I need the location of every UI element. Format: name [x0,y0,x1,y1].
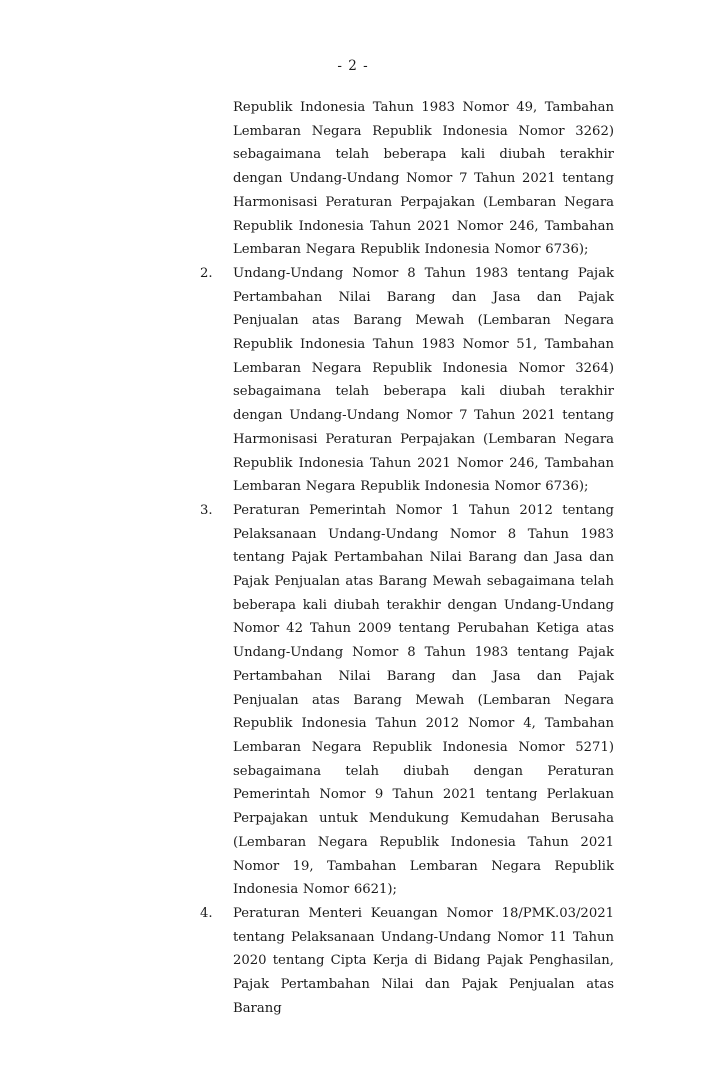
list-item-3 [200,499,614,902]
list-item-2 [200,262,614,499]
list-item-number: 4. [200,905,213,921]
continuation-text: Republik Indonesia Tahun 1983 Nomor 49, Tambahan Lembaran Negara Republik Indonesia Nomor 3262) sebagaimana telah beberapa kali diubah terakhir dengan Undang-Undang Nomor 7 Tahun 2021 tentang Harmonisasi Peraturan Perpajakan (Lembaran Negara Republik Indonesia Tahun 2021 Nomor 246, Tambahan Lembaran Negara Republik Indonesia Nomor 6736); [233,100,614,258]
list-item-text: Peraturan Pemerintah Nomor 1 Tahun 2012 tentang Pelaksanaan Undang-Undang Nomor 8 Tahun 1983 tentang Pajak Pertambahan Nilai Barang dan Jasa dan Pajak Penjualan atas Barang Mewah sebagaimana telah beberapa kali diubah terakhir dengan Undang-Undang Nomor 42 Tahun 2009 tentang Perubahan Ketiga atas Undang-Undang Nomor 8 Tahun 1983 tentang Pajak Pertambahan Nilai Barang dan Jasa dan Pajak Penjualan atas Barang Mewah (Lembaran Negara Republik Indonesia Tahun 2012 Nomor 4, Tambahan Lembaran Negara Republik Indonesia Nomor 5271) sebagaimana telah diubah dengan Peraturan Pemerintah Nomor 9 Tahun 2021 tentang Perlakuan Perpajakan untuk Mendukung Kemudahan Berusaha (Lembaran Negara Republik Indonesia Tahun 2021 Nomor 19, Tambahan Lembaran Negara Republik Indonesia Nomor 6621); [233,502,614,898]
list-item-continuation [200,96,614,262]
list-item-text: Peraturan Menteri Keuangan Nomor 18/PMK.03/2021 tentang Pelaksanaan Undang-Undang Nomor 11 Tahun 2020 tentang Cipta Kerja di Bidang Pajak Penghasilan, Pajak Pertambahan Nilai dan Pajak Penjualan atas Barang [233,905,614,1016]
list-item-number: 3. [200,502,213,518]
list-item-number: 2. [200,265,213,281]
list-item-4 [200,902,614,1021]
page-number: - 2 - [337,58,369,74]
list-item-text: Undang-Undang Nomor 8 Tahun 1983 tentang Pajak Pertambahan Nilai Barang dan Jasa dan Pajak Penjualan atas Barang Mewah (Lembaran Negara Republik Indonesia Tahun 1983 Nomor 51, Tambahan Lembaran Negara Republik Indonesia Nomor 3264) sebagaimana telah beberapa kali diubah terakhir dengan Undang-Undang Nomor 7 Tahun 2021 tentang Harmonisasi Peraturan Perpajakan (Lembaran Negara Republik Indonesia Tahun 2021 Nomor 246, Tambahan Lembaran Negara Republik Indonesia Nomor 6736); [233,265,614,495]
legal-basis-list [200,96,614,1020]
